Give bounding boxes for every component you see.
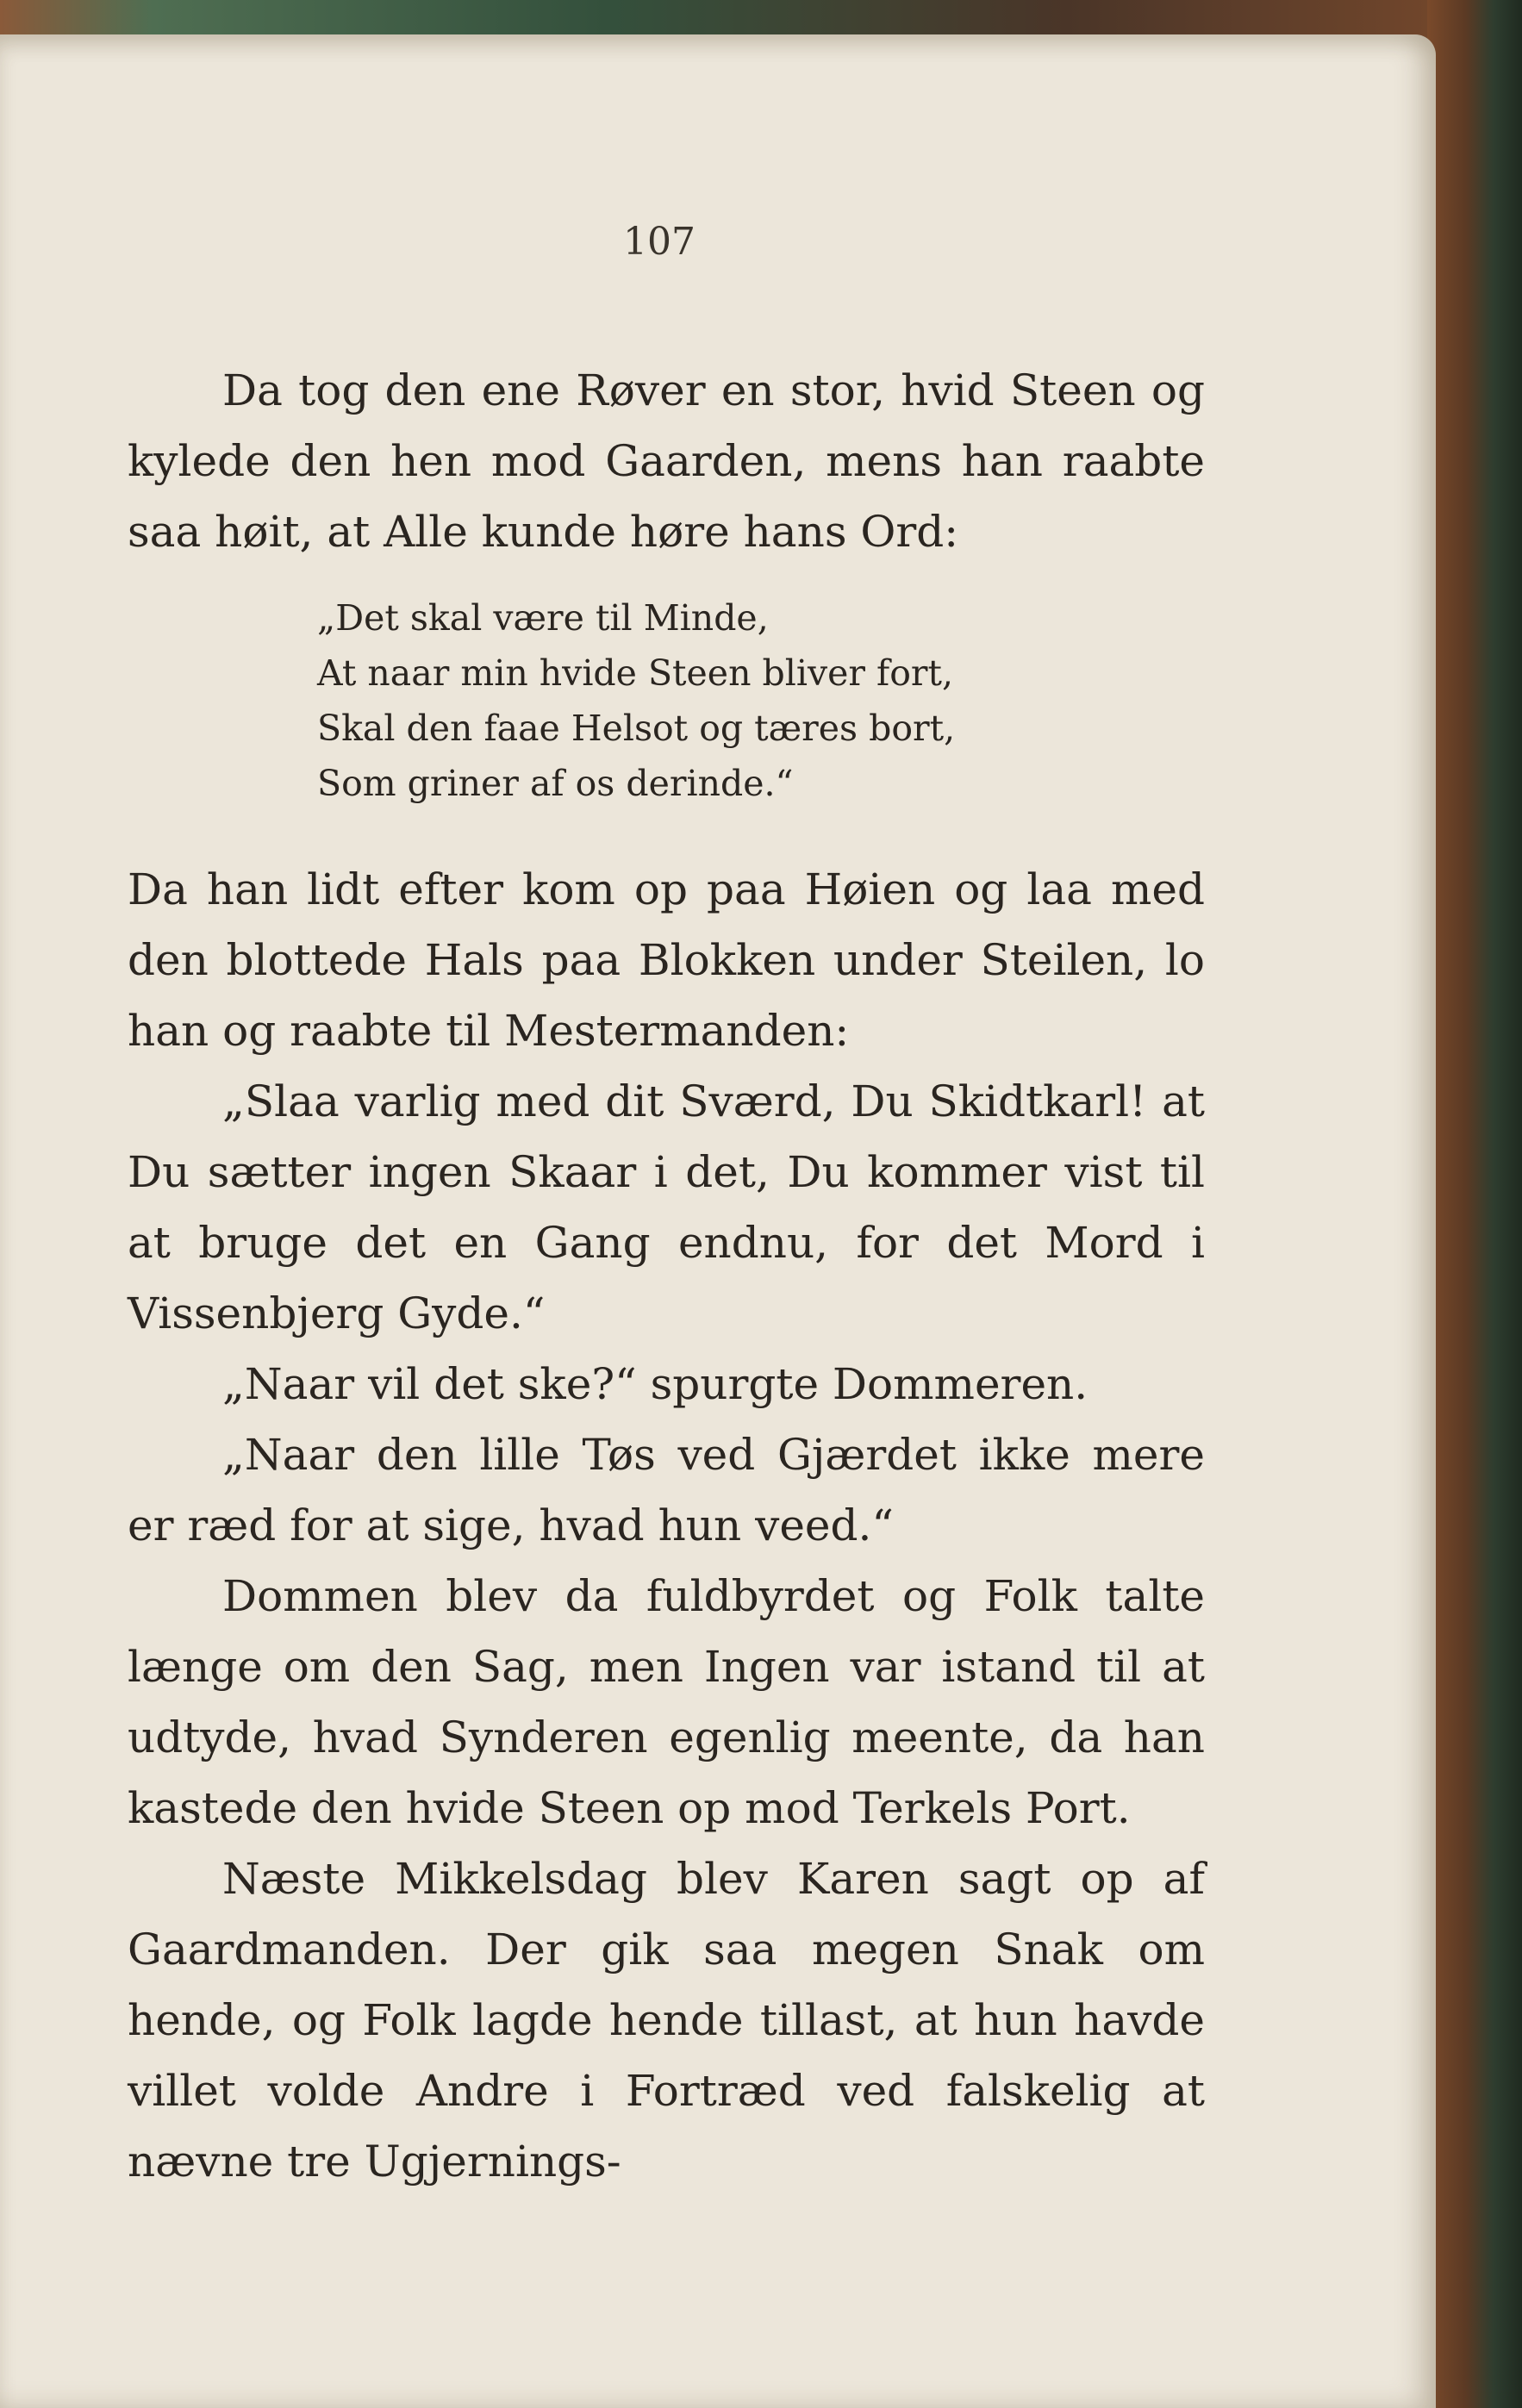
verse-line: At naar min hvide Steen bliver fort, xyxy=(317,652,953,694)
verse-line: Som griner af os derinde.“ xyxy=(317,763,794,804)
verse-line: „Det skal være til Minde, xyxy=(317,597,769,639)
page-number: 107 xyxy=(623,220,696,264)
paragraph: Næste Mikkelsdag blev Karen sagt op af Gaardmanden. Der gik saa megen Snak om hende, og Folk lagde hende tillast, at hun havde villet volde Andre i Fortræd ved falskelig at nævne tre Ugjernings- xyxy=(128,1854,1205,2187)
paragraph: „Slaa varlig med dit Sværd, Du Skidtkarl! at Du sætter ingen Skaar i det, Du kommer vist til at bruge det en Gang endnu, for det Mord i Vissenbjerg Gyde.“ xyxy=(128,1076,1205,1338)
paragraph: „Naar vil det ske?“ spurgte Dommeren. xyxy=(222,1359,1088,1409)
paragraph: „Naar den lille Tøs ved Gjærdet ikke mere er ræd for at sige, hvad hun veed.“ xyxy=(128,1430,1205,1550)
paragraph: Da han lidt efter kom op paa Høien og laa med den blottede Hals paa Blokken under Steilen, lo han og raabte til Mestermanden: xyxy=(128,864,1205,1056)
page-content xyxy=(0,34,1436,2408)
intro-paragraph: Da tog den ene Røver en stor, hvid Steen og kylede den hen mod Gaarden, mens han raabte saa høit, at Alle kunde høre hans Ord: xyxy=(128,365,1205,557)
verse-line: Skal den faae Helsot og tæres bort, xyxy=(317,708,956,749)
book-page xyxy=(0,34,1436,2408)
intro-text-block xyxy=(128,355,1205,567)
book-cover-right-edge xyxy=(1427,0,1522,2408)
paragraph: Dommen blev da fuldbyrdet og Folk talte længe om den Sag, men Ingen var istand til at udtyde, hvad Synderen egenlig meente, da han kastede den hvide Steen op mod Terkels Port. xyxy=(128,1571,1205,1833)
main-text-block xyxy=(128,854,1205,2197)
verse-block xyxy=(317,590,955,811)
